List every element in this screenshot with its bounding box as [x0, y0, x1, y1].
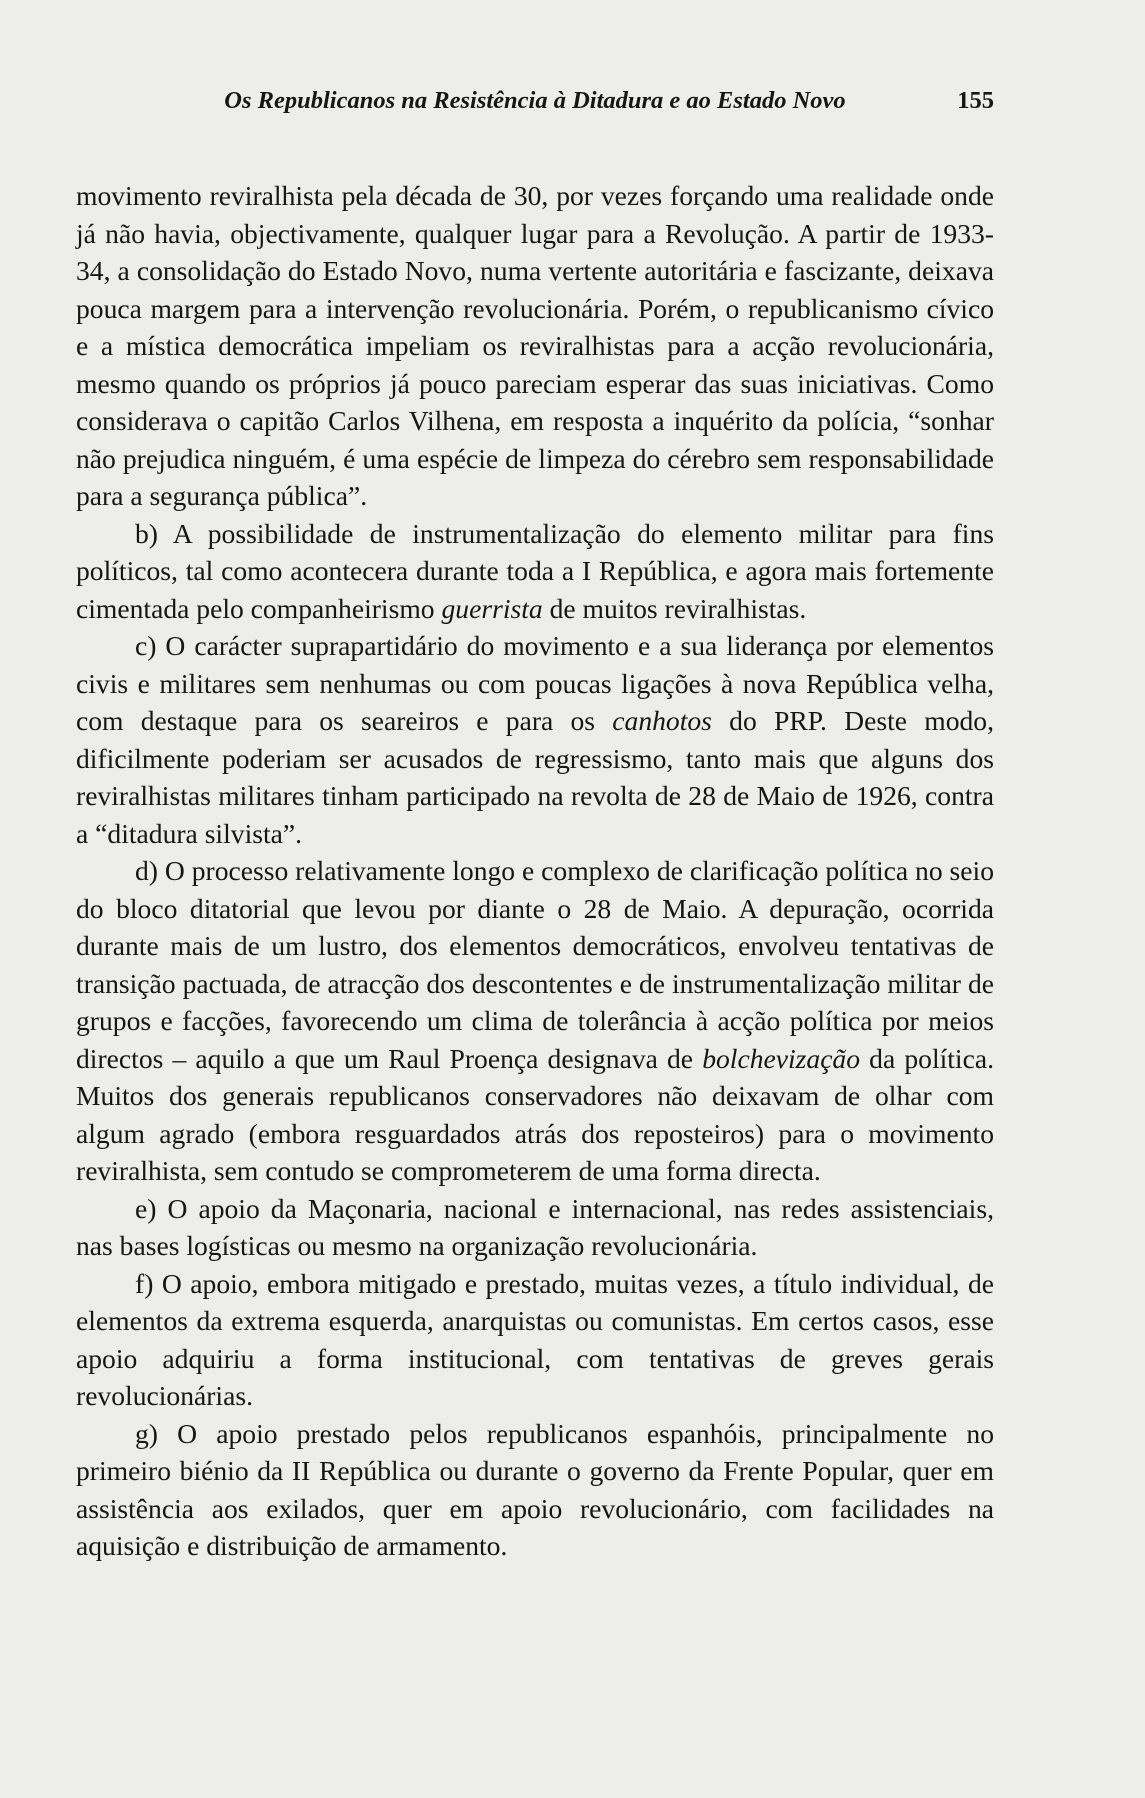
- list-item-f: [76, 1265, 994, 1415]
- list-item-d: [76, 852, 994, 1190]
- page-number: 155: [957, 87, 994, 114]
- list-item-b: [76, 515, 994, 628]
- paragraph-text: da política. Muitos dos generais republicanos conservadores não deixavam de olhar com algum agrado (embora resguardados atrás dos reposteiros) para o movimento reviralhista, sem contudo se comprometerem de uma forma directa.: [76, 1042, 994, 1186]
- paragraph-text: do PRP. Deste modo, dificilmente poderiam ser acusados de regressismo, tanto mais que alguns dos reviralhistas militares tinham participado na revolta de 28 de Maio de 1926, contra a “ditadura silvista”.: [76, 705, 994, 849]
- paragraph-text: d) O processo relativamente longo e complexo de clarificação política no seio do bloco ditatorial que levou por diante o 28 de Maio. A depuração, ocorrida durante mais de um lustro, dos elementos democráticos, envolveu tentativas de transição pactuada, de atracção dos descontentes e de instrumentalização militar de grupos e facções, favorecendo um clima de tolerância à acção política por meios directos – aquilo a que um Raul Proença designava de: [76, 855, 994, 1074]
- paragraph-text: movimento reviralhista pela década de 30, por vezes forçando uma realidade onde já não havia, objectivamente, qualquer lugar para a Revolução. A partir de 1933-34, a consolidação do Estado Novo, numa vertente autoritária e fascizante, deixava pouca margem para a intervenção revolucionária. Porém, o republicanismo cívico e a mística democrática impeliam os reviralhistas para a acção revolucionária, mesmo quando os próprios já pouco pareciam esperar das suas iniciativas. Como considerava o capitão Carlos Vilhena, em resposta a inquérito da polícia, “sonhar não prejudica ninguém, é uma espécie de limpeza do cérebro sem responsabilidade para a segurança pública”.: [76, 180, 994, 511]
- paragraph-text: g) O apoio prestado pelos republicanos espanhóis, principalmente no primeiro biénio da II República ou durante o governo da Frente Popular, quer em assistência aos exilados, quer em apoio revolucionário, com facilidades na aquisição e distribuição de armamento.: [76, 1417, 994, 1561]
- list-item-c: [76, 627, 994, 852]
- paragraph-intro: [76, 177, 994, 515]
- list-item-e: [76, 1190, 994, 1265]
- list-item-g: [76, 1415, 994, 1565]
- running-header: [76, 87, 994, 123]
- body-text: [76, 177, 994, 1565]
- italic-term: bolchevização: [702, 1042, 861, 1074]
- paragraph-text: c) O carácter suprapartidário do movimento e a sua liderança por elementos civis e militares sem nenhumas ou com poucas ligações à nova República velha, com destaque para os seareiros e para os: [76, 630, 994, 736]
- italic-term: guerrista: [441, 592, 543, 624]
- paragraph-text: e) O apoio da Maçonaria, nacional e internacional, nas redes assistenciais, nas bases logísticas ou mesmo na organização revolucionária.: [76, 1192, 994, 1261]
- italic-term: canhotos: [612, 705, 712, 736]
- paragraph-text: de muitos reviralhistas.: [542, 592, 807, 624]
- paragraph-text: f) O apoio, embora mitigado e prestado, muitas vezes, a título individual, de elementos da extrema esquerda, anarquistas ou comunistas. Em certos casos, esse apoio adquiriu a forma institucional, com tentativas de greves gerais revolucionárias.: [76, 1267, 994, 1411]
- running-title: Os Republicanos na Resistência à Ditadura e ao Estado Novo: [224, 87, 846, 114]
- paragraph-text: b) A possibilidade de instrumentalização do elemento militar para fins políticos, tal como acontecera durante toda a I República, e agora mais fortemente cimentada pelo companheirismo: [76, 517, 994, 624]
